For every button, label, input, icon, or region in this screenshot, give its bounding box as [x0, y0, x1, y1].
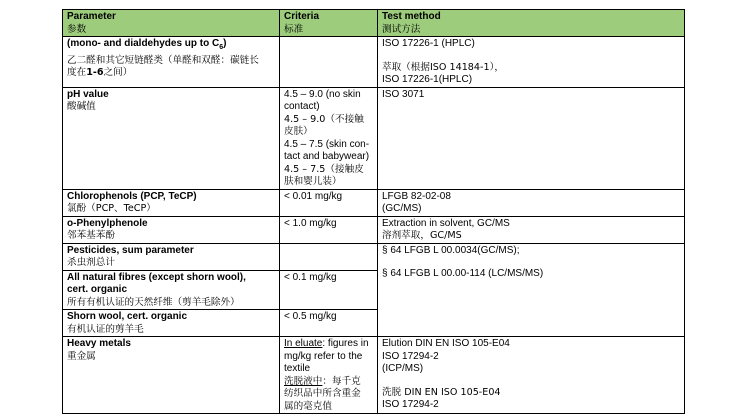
criteria-line: textile [284, 363, 311, 374]
method-line: (ICP/MS) [382, 363, 424, 374]
method-line: 溶剂萃取，GC/MS [382, 230, 462, 241]
table-row-pesticides [63, 243, 685, 270]
parameter-cell [63, 270, 280, 310]
method-cell [378, 87, 685, 189]
method-line: § 64 LFGB L 00.00-114 (LC/MS/MS) [382, 268, 544, 279]
parameter-cell [63, 189, 280, 216]
parameter-cell [63, 310, 280, 337]
parameter-cell [63, 37, 280, 88]
table-row-heavy-metals [63, 337, 685, 414]
criteria-cell [280, 37, 378, 88]
criteria-cell [280, 243, 378, 270]
parameter-en-line2: cert. organic [67, 284, 128, 295]
method-line: Extraction in solvent, GC/MS [382, 217, 510, 229]
criteria-cell [280, 310, 378, 337]
criteria-line: 属的毫克值 [284, 400, 332, 412]
method-line: ISO 17294-2 [382, 350, 439, 362]
parameter-en-line1: All natural fibres (except shorn wool), [67, 271, 246, 283]
method-cell [378, 189, 685, 216]
criteria-line: 4.5 – 9.0 (no skin [284, 88, 361, 100]
criteria-line: 4.5 – 7.5（接触皮 [284, 163, 364, 175]
method-cell [378, 37, 685, 88]
parameter-en: (mono- and dialdehydes up to $C_6$) [67, 38, 227, 51]
parameter-en: Chlorophenols (PCP, TeCP) [67, 190, 197, 202]
parameter-zh-line2: 度在1-6之间） [67, 67, 133, 78]
criteria-line: 洗脱液中：每千克 [284, 375, 361, 387]
header-parameter [63, 10, 280, 37]
criteria-value: < 1.0 mg/kg [284, 217, 337, 229]
parameter-cell [63, 216, 280, 243]
criteria-line: 肤和婴儿装） [284, 176, 342, 187]
table-row-chlorophenols [63, 189, 685, 216]
parameter-zh: 杀虫剂总计 [67, 257, 115, 268]
criteria-cell [280, 87, 378, 189]
criteria-value: < 0.5 mg/kg [284, 311, 337, 322]
method-cell [378, 216, 685, 243]
header-row [63, 10, 685, 37]
method-cell [378, 243, 685, 337]
parameter-cell [63, 87, 280, 189]
header-criteria [280, 10, 378, 37]
parameter-cell [63, 243, 280, 270]
header-parameter-zh: 参数 [67, 23, 87, 35]
parameter-zh: 邻苯基苯酚 [67, 230, 115, 241]
table-row-ph [63, 87, 685, 189]
parameter-en: Shorn wool, cert. organic [67, 311, 188, 322]
parameter-zh-line1: 乙二醛和其它短链醛类（单醛和双醛：碳链长 [67, 54, 259, 66]
criteria-cell [280, 270, 378, 310]
method-line: ISO 17226-1 (HPLC) [382, 38, 475, 49]
criteria-line: 皮肤） [284, 126, 313, 137]
table-row-phenylphenole [63, 216, 685, 243]
method-line: § 64 LFGB L 00.0034(GC/MS); [382, 244, 520, 256]
method-line: 萃取（根据ISO 14184-1）， [382, 61, 504, 73]
parameter-zh: 氯酚（PCP、TeCP） [67, 203, 156, 214]
criteria-line: 4.5 – 7.5 (skin con- [284, 138, 370, 150]
parameter-zh: 重金属 [67, 350, 96, 362]
header-test-method [378, 10, 685, 37]
method-line: ISO 17226-1(HPLC) [382, 74, 473, 85]
parameter-en: Heavy metals [67, 338, 131, 349]
method-line: ISO 17294-2 [382, 399, 439, 410]
method-line: (GC/MS) [382, 203, 422, 214]
header-method-zh: 测试方法 [382, 23, 421, 35]
parameter-zh: 酸碱值 [67, 101, 96, 112]
method-cell [378, 337, 685, 414]
criteria-line: In eluate: figures in [284, 338, 369, 349]
header-criteria-zh: 标准 [284, 23, 304, 35]
criteria-line: mg/kg refer to the [284, 350, 363, 362]
criteria-line: 4.5 – 9.0（不接触 [284, 113, 364, 125]
criteria-line: contact) [284, 101, 320, 112]
criteria-line: tact and babywear) [284, 151, 370, 162]
parameter-zh: 有机认证的剪羊毛 [67, 323, 144, 335]
table-row-aldehydes [63, 37, 685, 88]
method-line: Elution DIN EN ISO 105-E04 [382, 338, 510, 349]
parameter-en: pH value [67, 88, 109, 100]
criteria-cell [280, 216, 378, 243]
criteria-cell [280, 189, 378, 216]
parameter-zh: 所有有机认证的天然纤维（剪羊毛除外） [67, 296, 240, 308]
header-criteria-en: Criteria [284, 11, 320, 22]
method-line: ISO 3071 [382, 88, 425, 100]
method-line: LFGB 82-02-08 [382, 190, 451, 202]
header-parameter-en: Parameter [67, 11, 116, 22]
method-line: 洗脱 DIN EN ISO 105-E04 [382, 386, 501, 398]
criteria-value: < 0.01 mg/kg [284, 190, 343, 202]
parameter-cell [63, 337, 280, 414]
parameter-en: o-Phenylphenole [67, 217, 148, 229]
criteria-cell [280, 337, 378, 414]
test-criteria-table [62, 9, 685, 414]
parameter-en: Pesticides, sum parameter [67, 244, 194, 256]
criteria-line: 纺织品中所含重金 [284, 388, 361, 399]
criteria-value: < 0.1 mg/kg [284, 271, 337, 283]
header-method-en: Test method [382, 11, 441, 22]
